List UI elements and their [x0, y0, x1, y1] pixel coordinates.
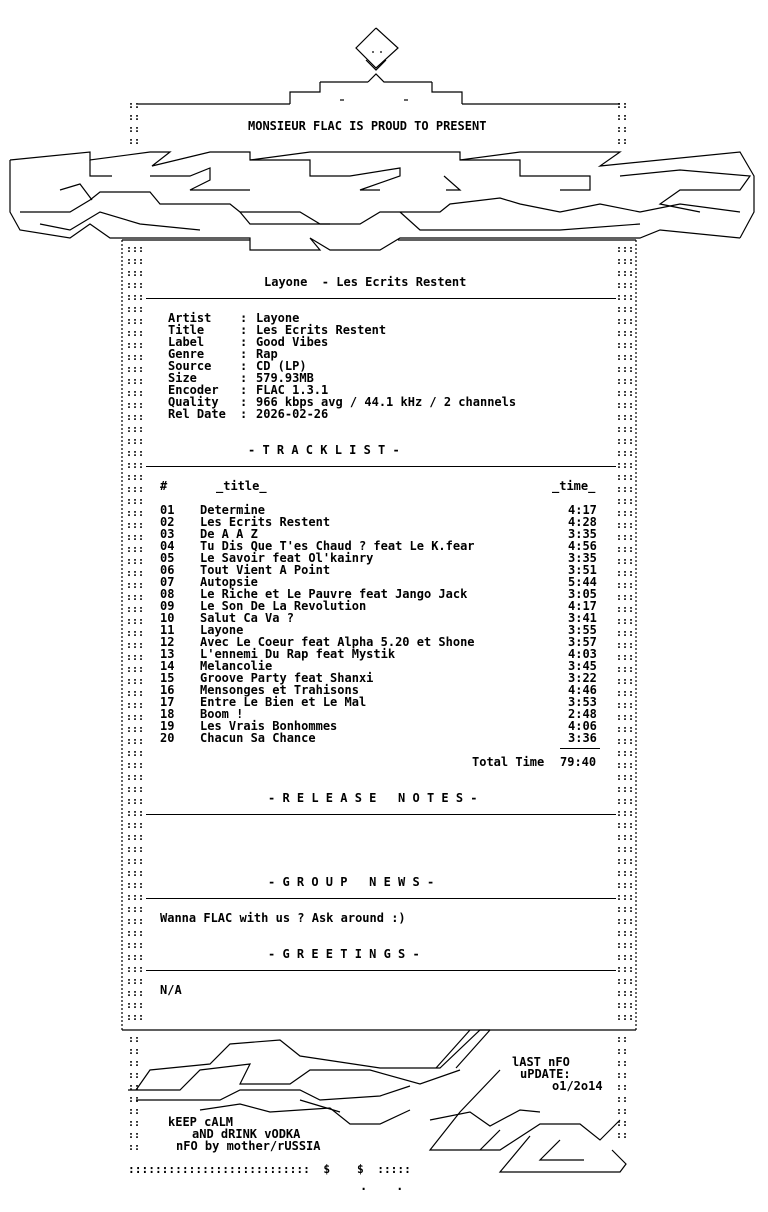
divider	[146, 970, 616, 971]
release-heading: Layone - Les Ecrits Restent	[264, 275, 467, 289]
track-time: 4:17	[568, 599, 597, 613]
left-dotted-column: :: :: :: ::	[128, 100, 141, 147]
track-time: 2:48	[568, 707, 597, 721]
info-row	[168, 348, 608, 360]
track-number: 03	[160, 527, 175, 541]
track-number: 15	[160, 671, 175, 685]
track-number: 16	[160, 683, 175, 697]
info-separator: :	[240, 395, 248, 409]
intro-text: MONSIEUR FLAC IS PROUD TO PRESENT	[248, 119, 487, 133]
info-row	[168, 396, 608, 408]
box-left-dots: ::: ::: ::: ::: ::: ::: ::: ::: ::: ::: ::: ::: ::: ::: ::: ::: ::: ::: ::: ::: ::: ::: ::: ::: ::: ::: ::: ::: ::: ::: ::: ::: ::: ::: ::: ::: ::: ::: ::: ::: ::: ::: ::: ::: ::: ::: ::: ::: ::: ::: ::: ::: ::: ::: ::: ::: ::: ::: ::: ::: ::: ::: ::: ::: :::	[126, 244, 144, 1023]
release-info	[168, 312, 608, 422]
info-row	[168, 408, 608, 420]
track-title: Determine	[200, 503, 266, 517]
track-time: 3:45	[568, 659, 597, 673]
column-header-time: _time_	[552, 479, 596, 493]
track-number: 10	[160, 611, 175, 625]
total-time-label: Total Time	[472, 755, 545, 769]
track-number: 04	[160, 539, 175, 553]
greetings-text: N/A	[160, 983, 182, 997]
track-number: 18	[160, 707, 175, 721]
info-separator: :	[240, 323, 248, 337]
footer-right-dots: :: :: :: :: :: :: :: :: ::	[616, 1034, 629, 1141]
info-value: Les Ecrits Restent	[256, 323, 387, 337]
track-title: Le Riche et Le Pauvre feat Jango Jack	[200, 587, 468, 601]
track-title: Le Savoir feat Ol'kainry	[200, 551, 374, 565]
greetings-heading: - G R E E T I N G S -	[268, 947, 420, 961]
info-separator: :	[240, 311, 248, 325]
track-number: 12	[160, 635, 175, 649]
track-number: 17	[160, 695, 175, 709]
track-title: Entre Le Bien et Le Mal	[200, 695, 367, 709]
info-key: Label	[168, 335, 205, 349]
track-time: 3:22	[568, 671, 597, 685]
track-time: 4:17	[568, 503, 597, 517]
info-row	[168, 312, 608, 324]
total-time-value: 79:40	[560, 755, 597, 769]
info-value: Layone	[256, 311, 300, 325]
track-title: Chacun Sa Chance	[200, 731, 316, 745]
divider	[146, 298, 616, 299]
footer-left-dots: :: :: :: :: :: :: :: :: :: ::	[128, 1034, 141, 1153]
track-list	[160, 504, 604, 744]
track-title: Avec Le Coeur feat Alpha 5.20 et Shone	[200, 635, 475, 649]
track-time: 3:53	[568, 695, 597, 709]
track-row	[160, 732, 604, 744]
update-date: o1/2o14	[552, 1079, 603, 1093]
info-value: Good Vibes	[256, 335, 329, 349]
track-time: 3:51	[568, 563, 597, 577]
track-time: 3:35	[568, 527, 597, 541]
track-time: 4:46	[568, 683, 597, 697]
info-value: 966 kbps avg / 44.1 kHz / 2 channels	[256, 395, 517, 409]
info-row	[168, 324, 608, 336]
box-right-dots: ::: ::: ::: ::: ::: ::: ::: ::: ::: ::: ::: ::: ::: ::: ::: ::: ::: ::: ::: ::: ::: ::: ::: ::: ::: ::: ::: ::: ::: ::: ::: ::: ::: ::: ::: ::: ::: ::: ::: ::: ::: ::: ::: ::: ::: ::: ::: ::: ::: ::: ::: ::: ::: ::: ::: ::: ::: ::: ::: ::: ::: ::: ::: ::: :::	[616, 244, 634, 1023]
info-separator: :	[240, 383, 248, 397]
track-time: 3:05	[568, 587, 597, 601]
group-news-heading: - G R O U P N E W S -	[268, 875, 435, 889]
track-number: 19	[160, 719, 175, 733]
info-key: Quality	[168, 395, 219, 409]
track-number: 11	[160, 623, 175, 637]
track-time: 3:55	[568, 623, 597, 637]
info-separator: :	[240, 359, 248, 373]
nfo-credit: nFO by mother/rUSSIA	[176, 1139, 321, 1153]
track-title: Boom !	[200, 707, 244, 721]
track-time: 4:56	[568, 539, 597, 553]
divider	[146, 466, 616, 467]
column-header-number: #	[160, 479, 168, 493]
info-key: Genre	[168, 347, 205, 361]
divider	[146, 814, 616, 815]
track-number: 14	[160, 659, 175, 673]
track-time: 4:03	[568, 647, 597, 661]
track-title: Groove Party feat Shanxi	[200, 671, 374, 685]
update-label: uPDATE:	[520, 1067, 571, 1081]
bottom-dots: . .	[360, 1179, 404, 1193]
info-value: 579.93MB	[256, 371, 314, 385]
track-title: Tu Dis Que T'es Chaud ? feat Le K.fear	[200, 539, 475, 553]
track-number: 09	[160, 599, 175, 613]
track-number: 05	[160, 551, 175, 565]
track-title: Layone	[200, 623, 244, 637]
slogan-line-2: aND dRINK vODKA	[192, 1127, 301, 1141]
footer-bottom-line: ::::::::::::::::::::::::::: $ $ :::::	[128, 1163, 411, 1176]
track-title: Melancolie	[200, 659, 273, 673]
track-number: 07	[160, 575, 175, 589]
info-separator: :	[240, 407, 248, 421]
track-number: 06	[160, 563, 175, 577]
slogan-line-1: kEEP cALM	[168, 1115, 234, 1129]
track-title: Autopsie	[200, 575, 258, 589]
column-header-title: _title_	[216, 479, 267, 493]
track-time: 3:36	[568, 731, 597, 745]
track-time: 4:06	[568, 719, 597, 733]
info-value: Rap	[256, 347, 278, 361]
track-number: 13	[160, 647, 175, 661]
track-time: 3:57	[568, 635, 597, 649]
info-key: Encoder	[168, 383, 219, 397]
track-number: 01	[160, 503, 175, 517]
info-key: Size	[168, 371, 197, 385]
track-title: Salut Ca Va ?	[200, 611, 294, 625]
info-value: CD (LP)	[256, 359, 307, 373]
track-title: L'ennemi Du Rap feat Mystik	[200, 647, 396, 661]
track-title: Les Vrais Bonhommes	[200, 719, 338, 733]
track-title: Les Ecrits Restent	[200, 515, 331, 529]
right-dotted-column: :: :: :: ::	[616, 100, 629, 147]
info-key: Rel Date	[168, 407, 226, 421]
info-key: Artist	[168, 311, 212, 325]
track-title: De A A Z	[200, 527, 258, 541]
info-key: Title	[168, 323, 205, 337]
group-news-text: Wanna FLAC with us ? Ask around :)	[160, 911, 406, 925]
top-diamond-ornament	[138, 28, 620, 104]
track-time: 3:41	[568, 611, 597, 625]
info-separator: :	[240, 347, 248, 361]
last-nfo-label: lAST nFO	[512, 1055, 570, 1069]
track-time: 5:44	[568, 575, 597, 589]
info-key: Source	[168, 359, 212, 373]
track-number: 08	[160, 587, 175, 601]
tracklist-heading: - T R A C K L I S T -	[248, 443, 400, 457]
track-time: 3:35	[568, 551, 597, 565]
total-underline	[560, 748, 600, 749]
track-number: 02	[160, 515, 175, 529]
track-title: Mensonges et Trahisons	[200, 683, 359, 697]
track-title: Tout Vient A Point	[200, 563, 331, 577]
info-row	[168, 336, 608, 348]
info-row	[168, 372, 608, 384]
divider	[146, 898, 616, 899]
info-row	[168, 360, 608, 372]
info-value: FLAC 1.3.1	[256, 383, 329, 397]
info-separator: :	[240, 335, 248, 349]
track-time: 4:28	[568, 515, 597, 529]
track-number: 20	[160, 731, 175, 745]
group-logo-outline	[10, 152, 754, 250]
release-notes-heading: - R E L E A S E N O T E S -	[268, 791, 478, 805]
track-title: Le Son De La Revolution	[200, 599, 367, 613]
info-value: 2026-02-26	[256, 407, 329, 421]
info-separator: :	[240, 371, 248, 385]
